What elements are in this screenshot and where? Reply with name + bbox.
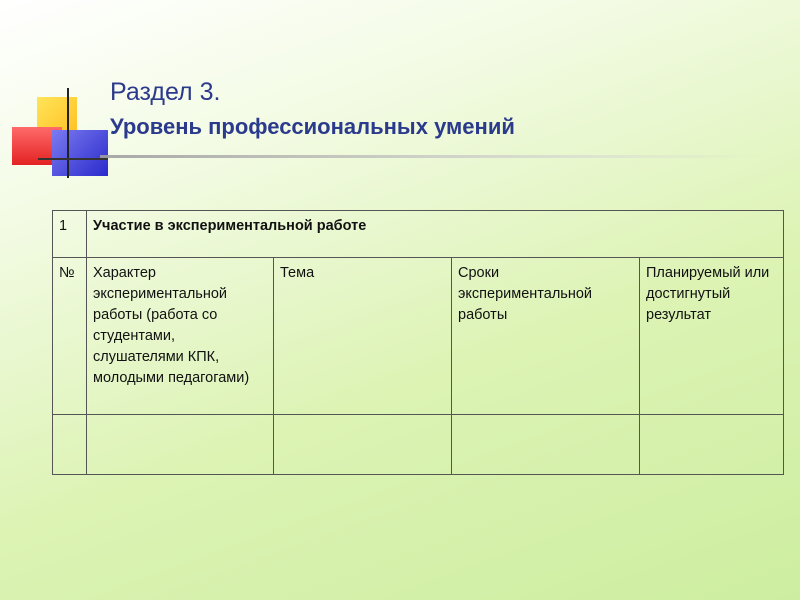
table-header-row xyxy=(53,211,784,258)
column-header: Характер экспериментальной работы (работа со студентами, слушателями КПК, молодыми педагогами) xyxy=(87,258,274,415)
column-header: Тема xyxy=(274,258,452,415)
section-number: Раздел 3. xyxy=(110,78,221,106)
table-cell xyxy=(53,415,87,475)
horizontal-line-shape xyxy=(38,158,108,160)
row-number-cell: 1 xyxy=(53,211,87,258)
column-header: Планируемый или достигнутый результат xyxy=(640,258,784,415)
table-cell xyxy=(274,415,452,475)
table-cell xyxy=(640,415,784,475)
blue-square-shape xyxy=(52,130,108,176)
experimental-work-table xyxy=(52,210,784,475)
column-headers-row xyxy=(53,258,784,415)
title-divider xyxy=(100,155,760,158)
vertical-line-shape xyxy=(67,88,69,178)
row-title-cell: Участие в экспериментальной работе xyxy=(87,211,784,258)
column-header: Сроки экспериментальной работы xyxy=(452,258,640,415)
table-row xyxy=(53,415,784,475)
table-cell xyxy=(87,415,274,475)
table-cell xyxy=(452,415,640,475)
column-header: № xyxy=(53,258,87,415)
section-title: Уровень профессиональных умений xyxy=(110,114,515,139)
